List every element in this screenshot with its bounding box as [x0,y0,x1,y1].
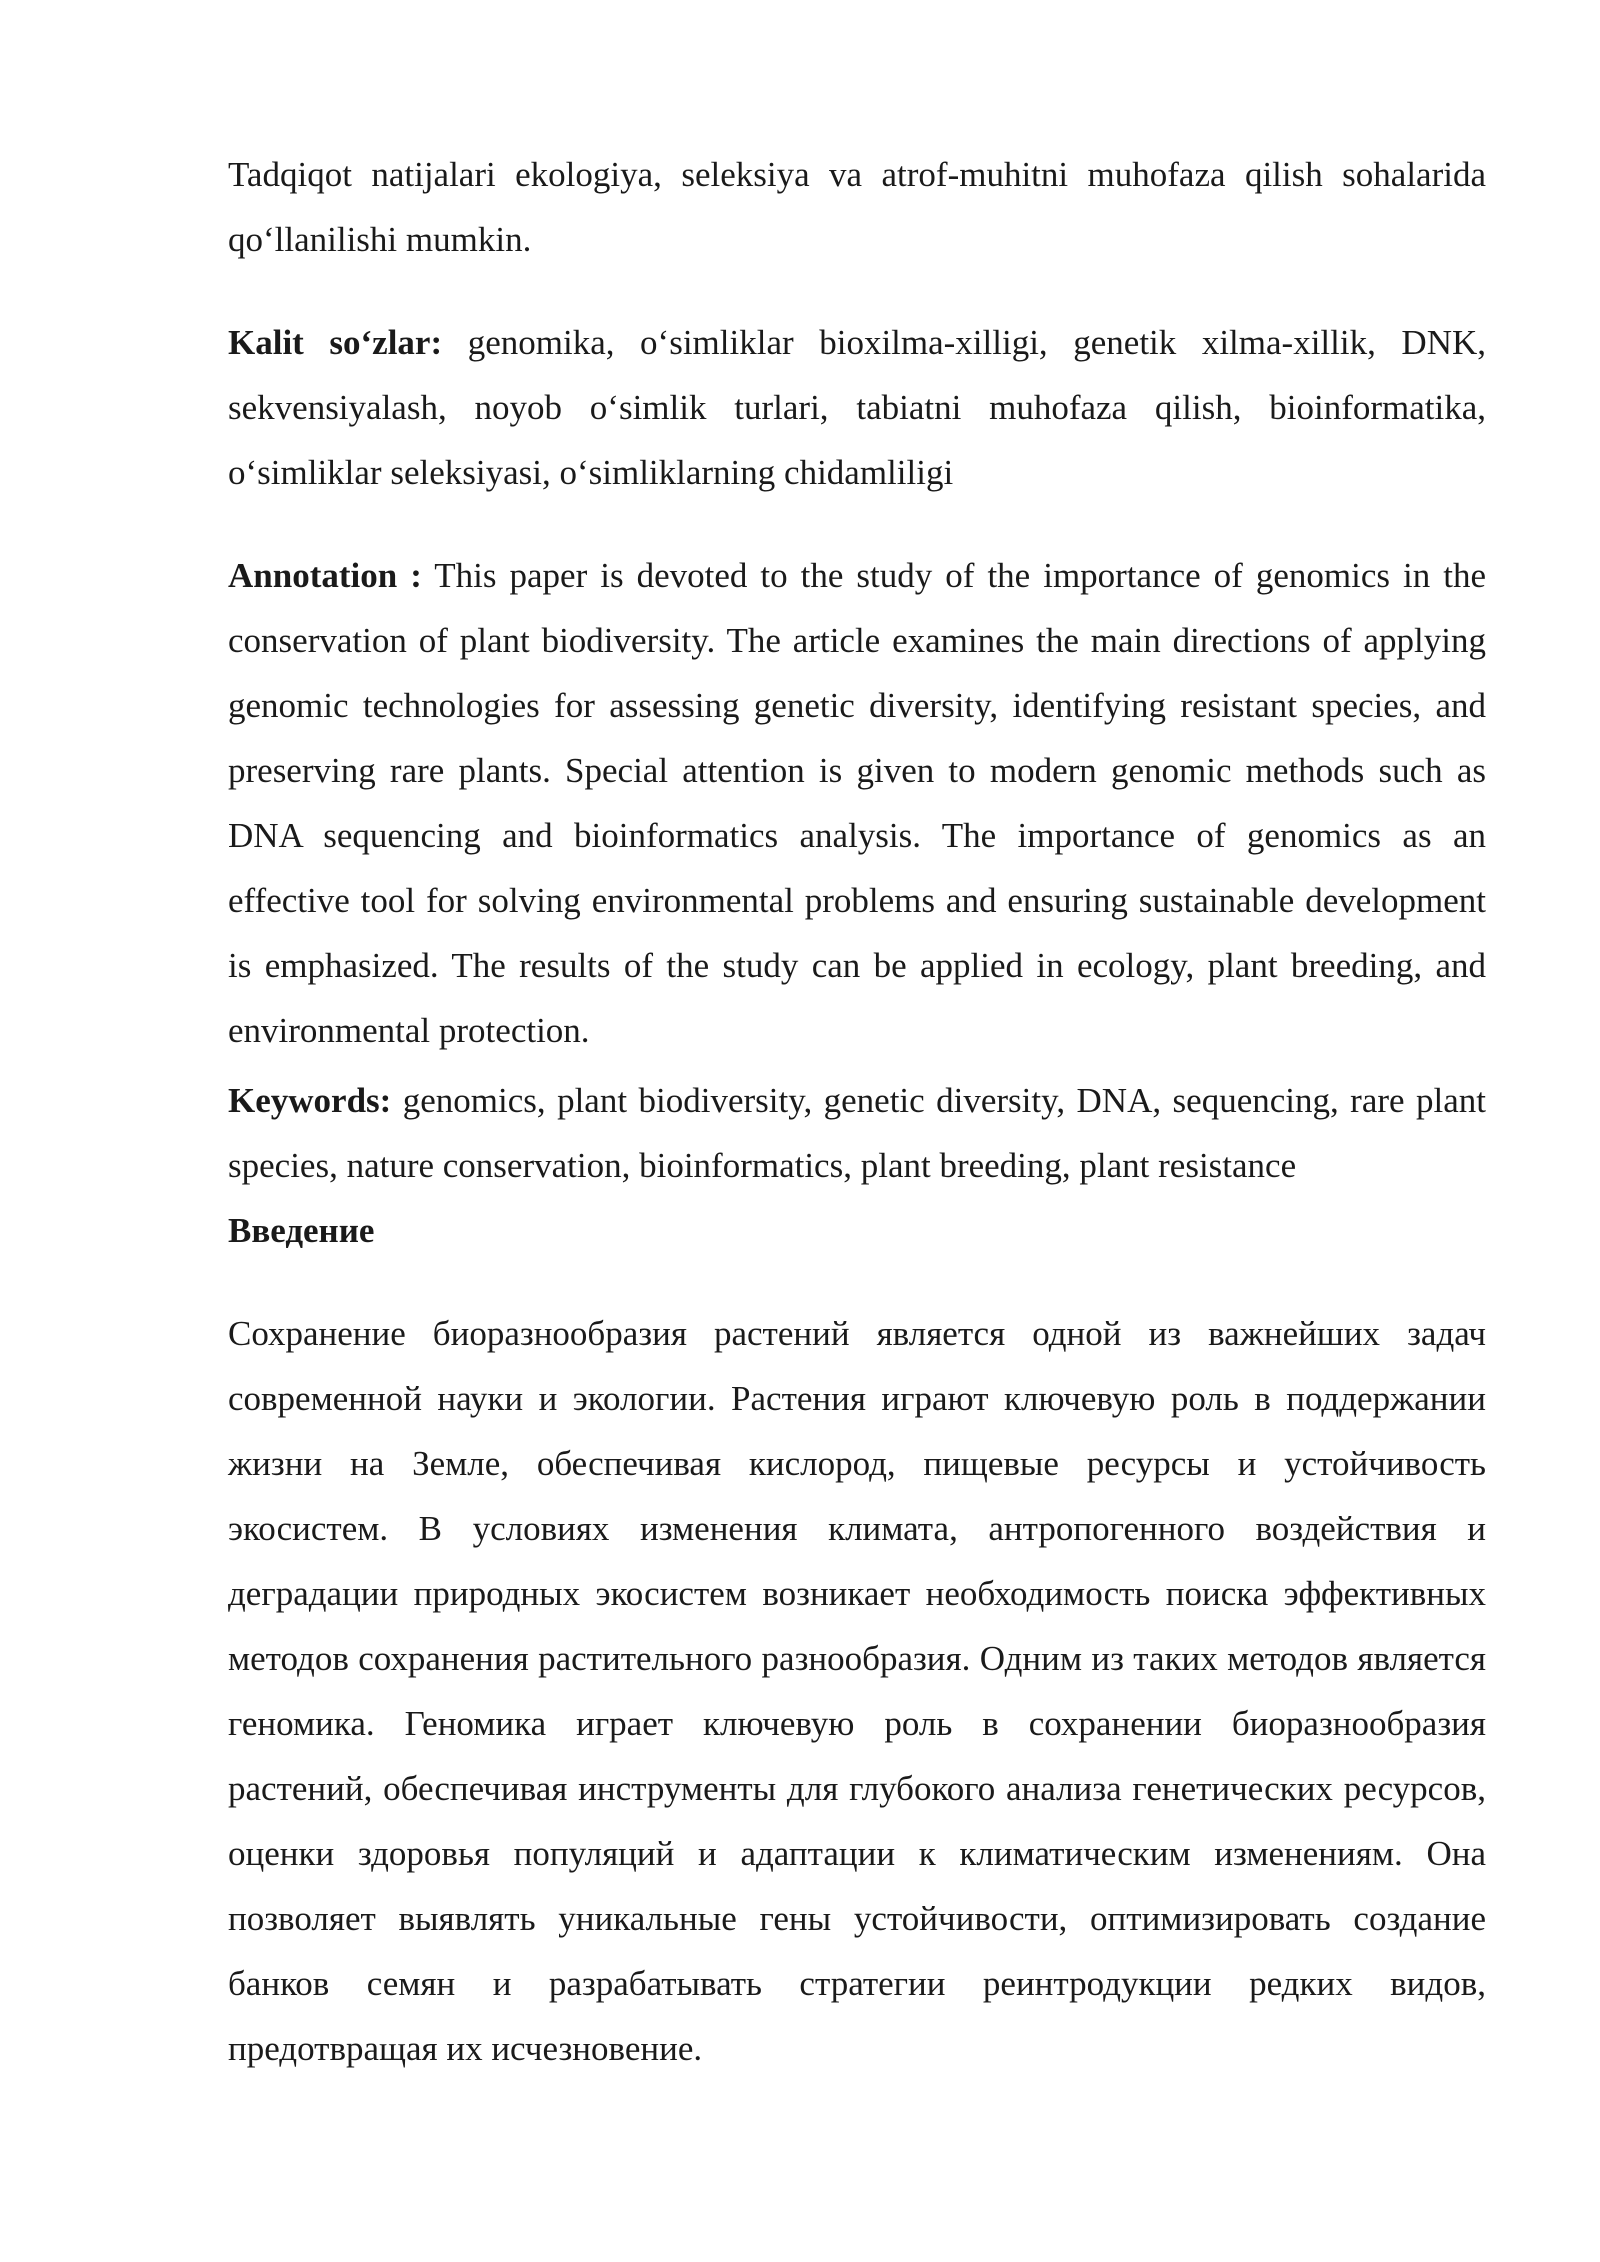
uz-keywords-label: Kalit so‘zlar: [228,323,443,362]
section-heading: Введение [228,1211,375,1250]
intro-paragraph-text: Сохранение биоразнообразия растений является одной из важнейших задач современной науки и экологии. Растения играют ключевую роль в поддержании жизни на Земле, обеспечивая кислород, пищевые ресурсы и устойчивость экосистем. В условиях изменения климата, антропогенного воздействия и деградации природных экосистем возникает необходимость поиска эффективных методов сохранения растительного разнообразия. Одним из таких методов является геномика. Геномика играет ключевую роль в сохранении биоразнообразия растений, обеспечивая инструменты для глубокого анализа генетических ресурсов, оценки здоровья популяций и адаптации к климатическим изменениям. Она позволяет выявлять уникальные гены устойчивости, оптимизировать создание банков семян и разрабатывать стратегии реинтродукции редких видов, предотвращая их исчезновение. [228,1314,1486,2068]
annotation-paragraph [228,543,1486,1063]
intro-tail-text: Tadqiqot natijalari ekologiya, seleksiya va atrof-muhitni muhofaza qilish sohalarida qo‘llanilishi mumkin. [228,155,1486,259]
intro-paragraph [228,1301,1486,2081]
annotation-label: Annotation : [228,556,422,595]
intro-tail-paragraph [228,142,1486,272]
en-keywords-text: genomics, plant biodiversity, genetic diversity, DNA, sequencing, rare plant species, nature conservation, bioinformatics, plant breeding, plant resistance [228,1081,1486,1185]
en-keywords-paragraph [228,1068,1486,1198]
uz-keywords-text: genomika, o‘simliklar bioxilma-xilligi, genetik xilma-xillik, DNK, sekvensiyalash, noyob o‘simlik turlari, tabiatni muhofaza qilish, bioinformatika, o‘simliklar seleksiyasi, o‘simliklarning chidamliligi [228,323,1486,492]
annotation-text: This paper is devoted to the study of the importance of genomics in the conservation of plant biodiversity. The article examines the main directions of applying genomic technologies for assessing genetic diversity, identifying resistant species, and preserving rare plants. Special attention is given to modern genomic methods such as DNA sequencing and bioinformatics analysis. The importance of genomics as an effective tool for solving environmental problems and ensuring sustainable development is emphasized. The results of the study can be applied in ecology, plant breeding, and environmental protection. [228,556,1486,1050]
en-keywords-label: Keywords: [228,1081,392,1120]
document-page [228,142,1486,2081]
uz-keywords-paragraph [228,310,1486,505]
